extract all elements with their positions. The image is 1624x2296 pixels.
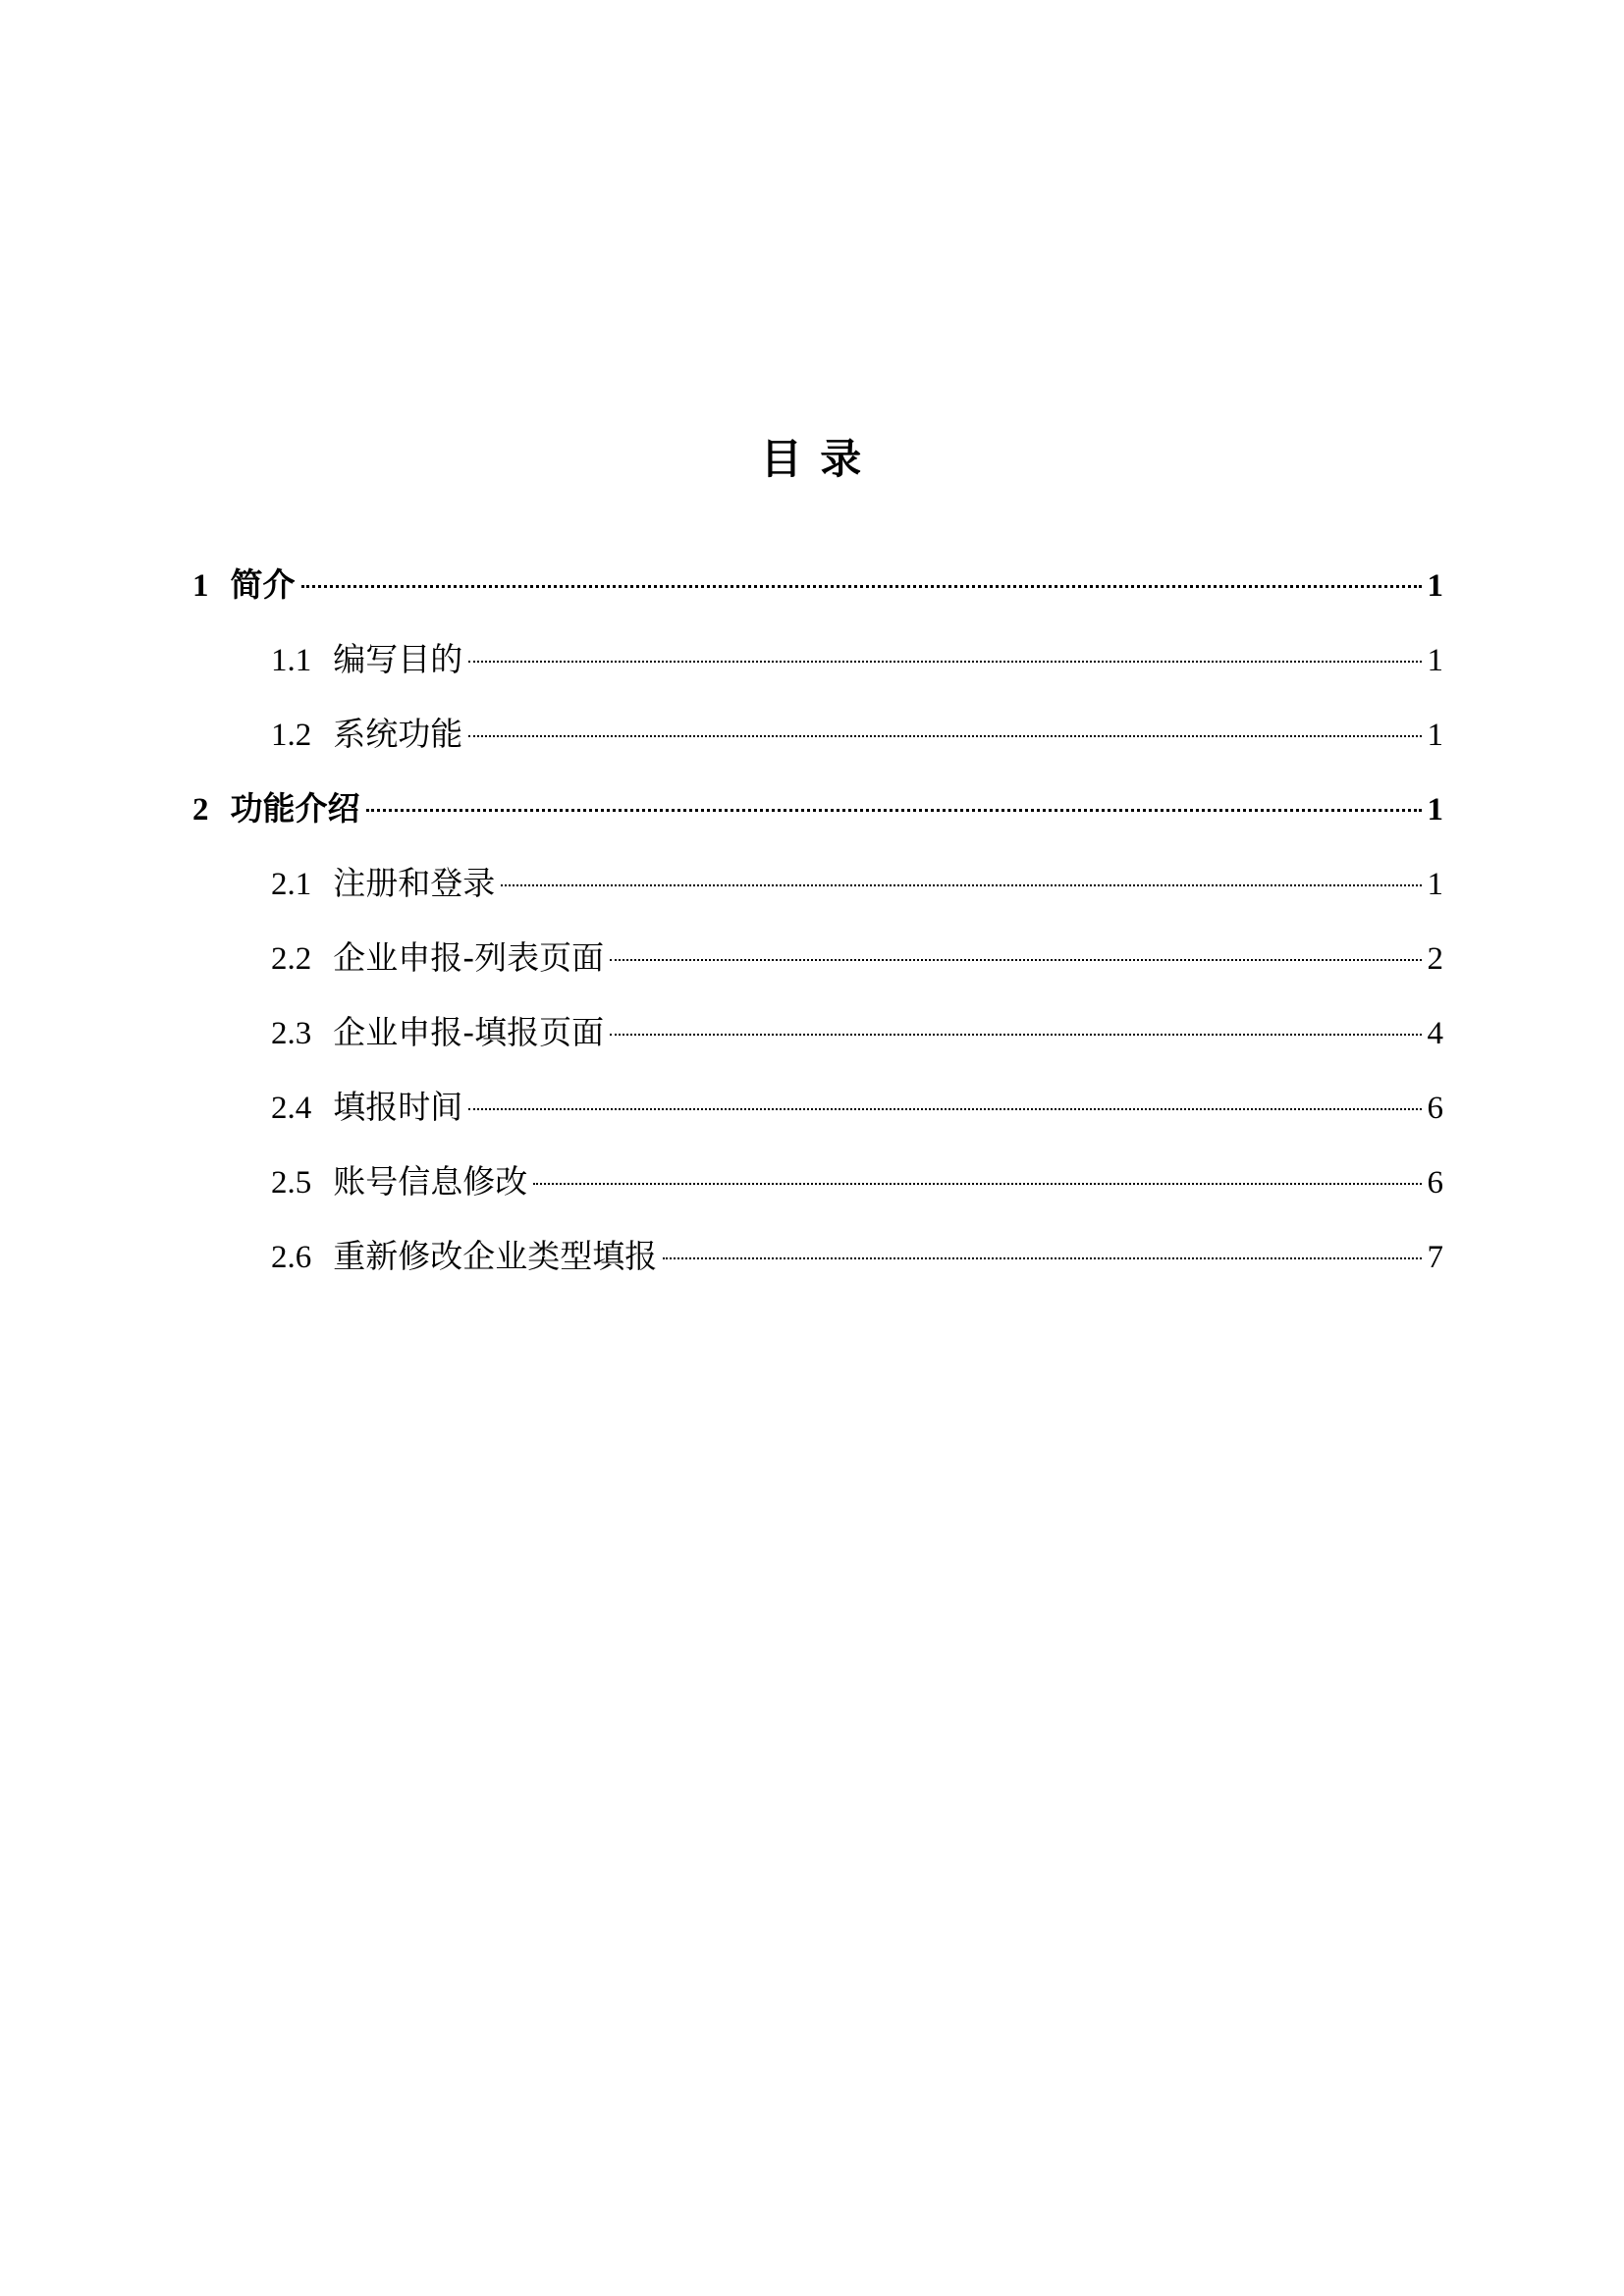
toc-dot-leader	[533, 1183, 1421, 1185]
table-of-contents	[192, 556, 1443, 1302]
toc-dot-leader	[610, 1034, 1421, 1036]
toc-entry-title: 账号信息修改	[333, 1162, 528, 1201]
toc-entry-title: 填报时间	[333, 1088, 463, 1126]
toc-entry[interactable]	[192, 854, 1443, 929]
toc-entry-title: 系统功能	[333, 715, 463, 753]
toc-entry-page: 2	[1427, 941, 1443, 977]
toc-entry[interactable]	[192, 630, 1443, 705]
toc-entry-page: 6	[1427, 1091, 1443, 1126]
toc-entry[interactable]	[192, 779, 1443, 854]
toc-entry-title: 简介	[230, 565, 296, 604]
toc-entry-title: 企业申报-填报页面	[333, 1013, 605, 1051]
toc-entry-title: 功能介绍	[230, 789, 360, 828]
toc-dot-leader	[663, 1257, 1421, 1259]
toc-entry-page: 1	[1427, 568, 1443, 604]
toc-entry-number: 2.2	[271, 941, 312, 977]
toc-dot-leader	[468, 1108, 1421, 1110]
toc-entry-number: 1.2	[271, 718, 312, 753]
toc-entry[interactable]	[192, 1078, 1443, 1152]
toc-entry-number: 2.4	[271, 1091, 312, 1126]
toc-title: 目 录	[760, 435, 864, 483]
toc-dot-leader	[301, 585, 1422, 588]
toc-dot-leader	[468, 735, 1421, 737]
toc-entry[interactable]	[192, 1152, 1443, 1227]
toc-entry[interactable]	[192, 556, 1443, 630]
toc-entry-number: 2.5	[271, 1165, 312, 1201]
toc-entry[interactable]	[192, 1227, 1443, 1302]
toc-entry-title: 编写目的	[333, 640, 463, 678]
toc-entry-page: 1	[1427, 867, 1443, 902]
toc-dot-leader	[610, 959, 1421, 961]
toc-entry-number: 1.1	[271, 643, 312, 678]
toc-dot-leader	[366, 809, 1422, 812]
toc-entry[interactable]	[192, 1003, 1443, 1078]
toc-entry-page: 1	[1427, 643, 1443, 678]
toc-entry-number: 2.3	[271, 1016, 312, 1051]
toc-entry-title: 重新修改企业类型填报	[333, 1237, 658, 1275]
toc-entry-page: 1	[1427, 718, 1443, 753]
toc-entry-page: 4	[1427, 1016, 1443, 1051]
toc-entry-page: 1	[1427, 792, 1443, 828]
toc-entry-number: 1	[192, 568, 209, 604]
toc-entry-number: 2.6	[271, 1240, 312, 1275]
toc-entry[interactable]	[192, 929, 1443, 1003]
toc-entry-page: 6	[1427, 1165, 1443, 1201]
toc-entry-title: 企业申报-列表页面	[333, 938, 605, 977]
toc-entry-number: 2	[192, 792, 209, 828]
toc-entry-page: 7	[1427, 1240, 1443, 1275]
toc-entry-number: 2.1	[271, 867, 312, 902]
toc-entry[interactable]	[192, 705, 1443, 779]
toc-entry-title: 注册和登录	[333, 864, 496, 902]
toc-dot-leader	[468, 661, 1421, 663]
toc-dot-leader	[501, 884, 1421, 886]
